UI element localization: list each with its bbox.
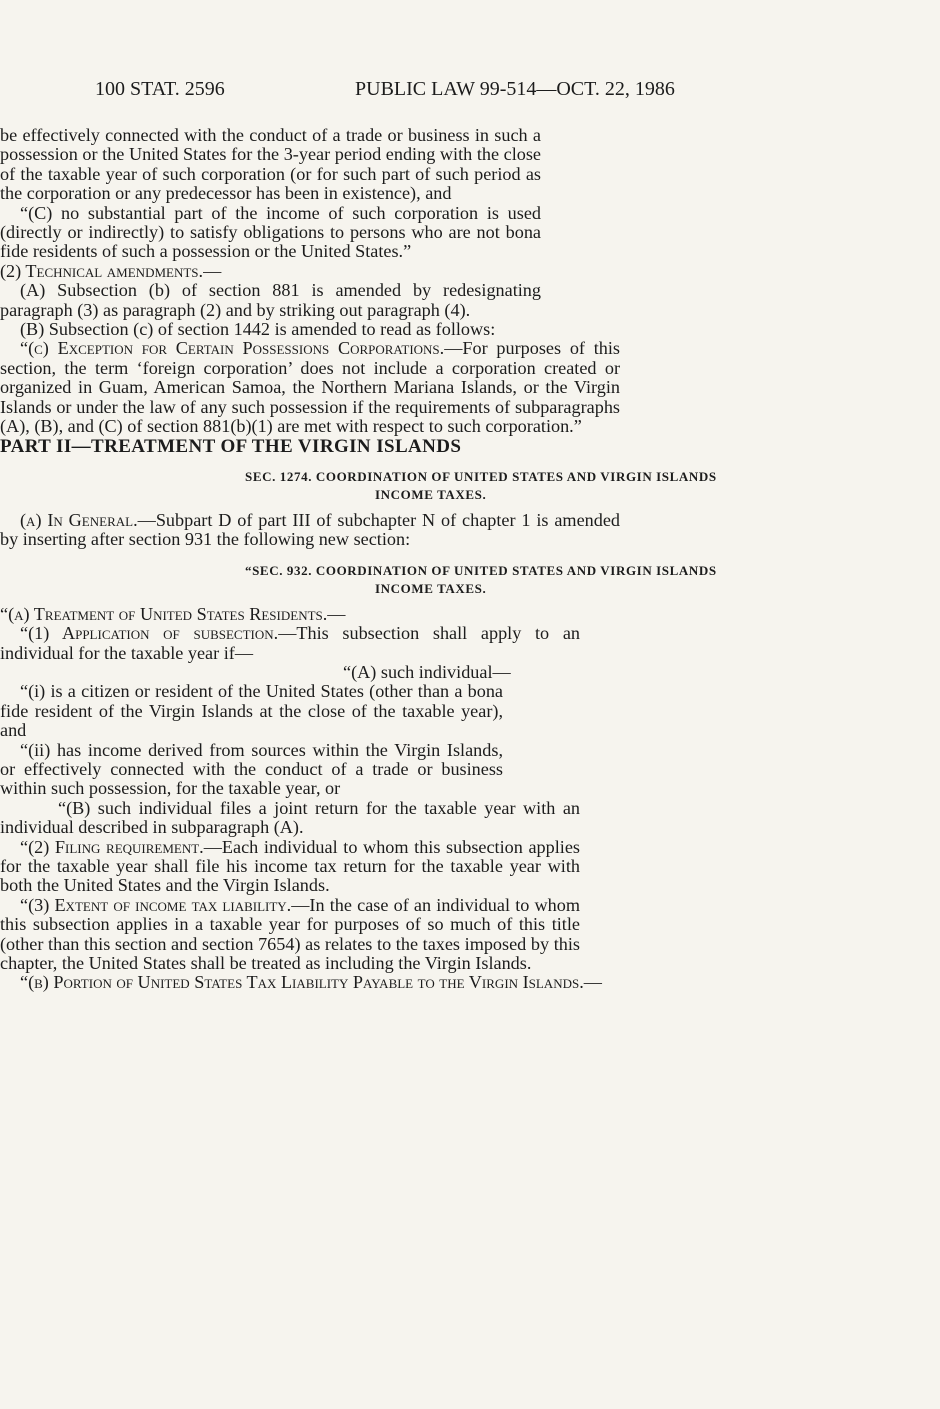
subparagraph-B: “(B) such individual files a joint return for the taxable year with an individual described in subparagraph (A). bbox=[0, 797, 580, 838]
paragraph-3-body: —In the case of an individual to whom this subsection applies in a taxable year for purposes of so much of this title (other than this section and section 7654) as relates to the taxes imposed by this chapter, the United States shall be treated as including the Virgin Islands. bbox=[0, 894, 580, 974]
in-general-heading: (a) In General. bbox=[20, 509, 138, 530]
section-1274-title-cont: INCOME TAXES. bbox=[375, 486, 487, 502]
statute-page-number: 100 STAT. 2596 bbox=[95, 78, 225, 100]
amendment-B: (B) Subsection (c) of section 1442 is amended to read as follows: bbox=[20, 319, 496, 340]
clause-ii: “(ii) has income derived from sources within the Virgin Islands, or effectively connected with the conduct of a trade or business within such possession, for the taxable year, or bbox=[0, 739, 503, 799]
paragraph-C: “(C) no substantial part of the income of such corporation is used (directly or indirectly) to satisfy obligations to persons who are not bona fide residents of such a possession or the United States.” bbox=[0, 202, 541, 262]
clause-i: “(i) is a citizen or resident of the United States (other than a bona fide resident of the Virgin Islands at the close of the taxable year), and bbox=[0, 681, 503, 741]
section-932-title: “SEC. 932. COORDINATION OF UNITED STATES AND VIRGIN ISLANDS bbox=[245, 562, 717, 578]
page-header bbox=[95, 78, 855, 108]
exception-body: —For purposes of this section, the term ‘foreign corporation’ does not include a corporation created or organized in Guam, American Samoa, the Northern Mariana Islands, or the Virgin Islands or under the law of any such possession if the requirements of subparagraphs (A), (B), and (C) of section 881(b)(1) are met with respect to such corporation.” bbox=[0, 338, 620, 437]
public-law-citation: PUBLIC LAW 99-514—OCT. 22, 1986 bbox=[355, 78, 675, 100]
paragraph-3 bbox=[0, 896, 580, 974]
section-932-title-cont: INCOME TAXES. bbox=[375, 580, 487, 596]
subsection-a-heading: “(a) Treatment of United States Residents.— bbox=[0, 603, 346, 624]
paragraph-3-heading: “(3) Extent of income tax liability. bbox=[20, 894, 292, 915]
exception-heading: “(c) Exception for Certain Possessions Corporations. bbox=[20, 338, 445, 359]
part-heading: PART II—TREATMENT OF THE VIRGIN ISLANDS bbox=[0, 435, 462, 457]
technical-amendments-heading: (2) Technical amendments.— bbox=[0, 260, 222, 281]
amendment-A: (A) Subsection (b) of section 881 is amended by redesignating paragraph (3) as paragraph (2) and by striking out paragraph (4). bbox=[0, 280, 541, 320]
section-932-heading bbox=[245, 562, 865, 598]
in-general-body: —Subpart D of part III of subchapter N of chapter 1 is amended by inserting after section 931 the following new section: bbox=[0, 509, 620, 550]
paragraph-2-body: —Each individual to whom this subsection applies for the taxable year shall file his income tax return for the taxable year with both the United States and the Virgin Islands. bbox=[0, 836, 580, 896]
section-1274-title: SEC. 1274. COORDINATION OF UNITED STATES AND VIRGIN ISLANDS bbox=[245, 468, 717, 484]
paragraph-2-heading: “(2) Filing requirement. bbox=[20, 836, 204, 857]
document-body bbox=[0, 126, 940, 993]
paragraph-1 bbox=[0, 624, 580, 663]
section-1274-heading bbox=[245, 468, 865, 504]
in-general-paragraph bbox=[0, 511, 620, 550]
paragraph-1-body: —This subsection shall apply to an individual for the taxable year if— bbox=[0, 623, 580, 663]
paragraph-2 bbox=[0, 838, 580, 896]
paragraph-continued: be effectively connected with the conduct of a trade or business in such a possession or the United States for the 3-year period ending with the close of the taxable year of such corporation (or for such part of such period as the corporation or any predecessor has been in existence), and bbox=[0, 125, 541, 204]
exception-paragraph bbox=[0, 339, 620, 436]
subparagraph-A: “(A) such individual— bbox=[343, 661, 511, 682]
subsection-b-heading: “(b) Portion of United States Tax Liability Payable to the Virgin Islands.— bbox=[20, 972, 602, 993]
paragraph-1-heading: “(1) Application of subsection. bbox=[20, 623, 279, 644]
